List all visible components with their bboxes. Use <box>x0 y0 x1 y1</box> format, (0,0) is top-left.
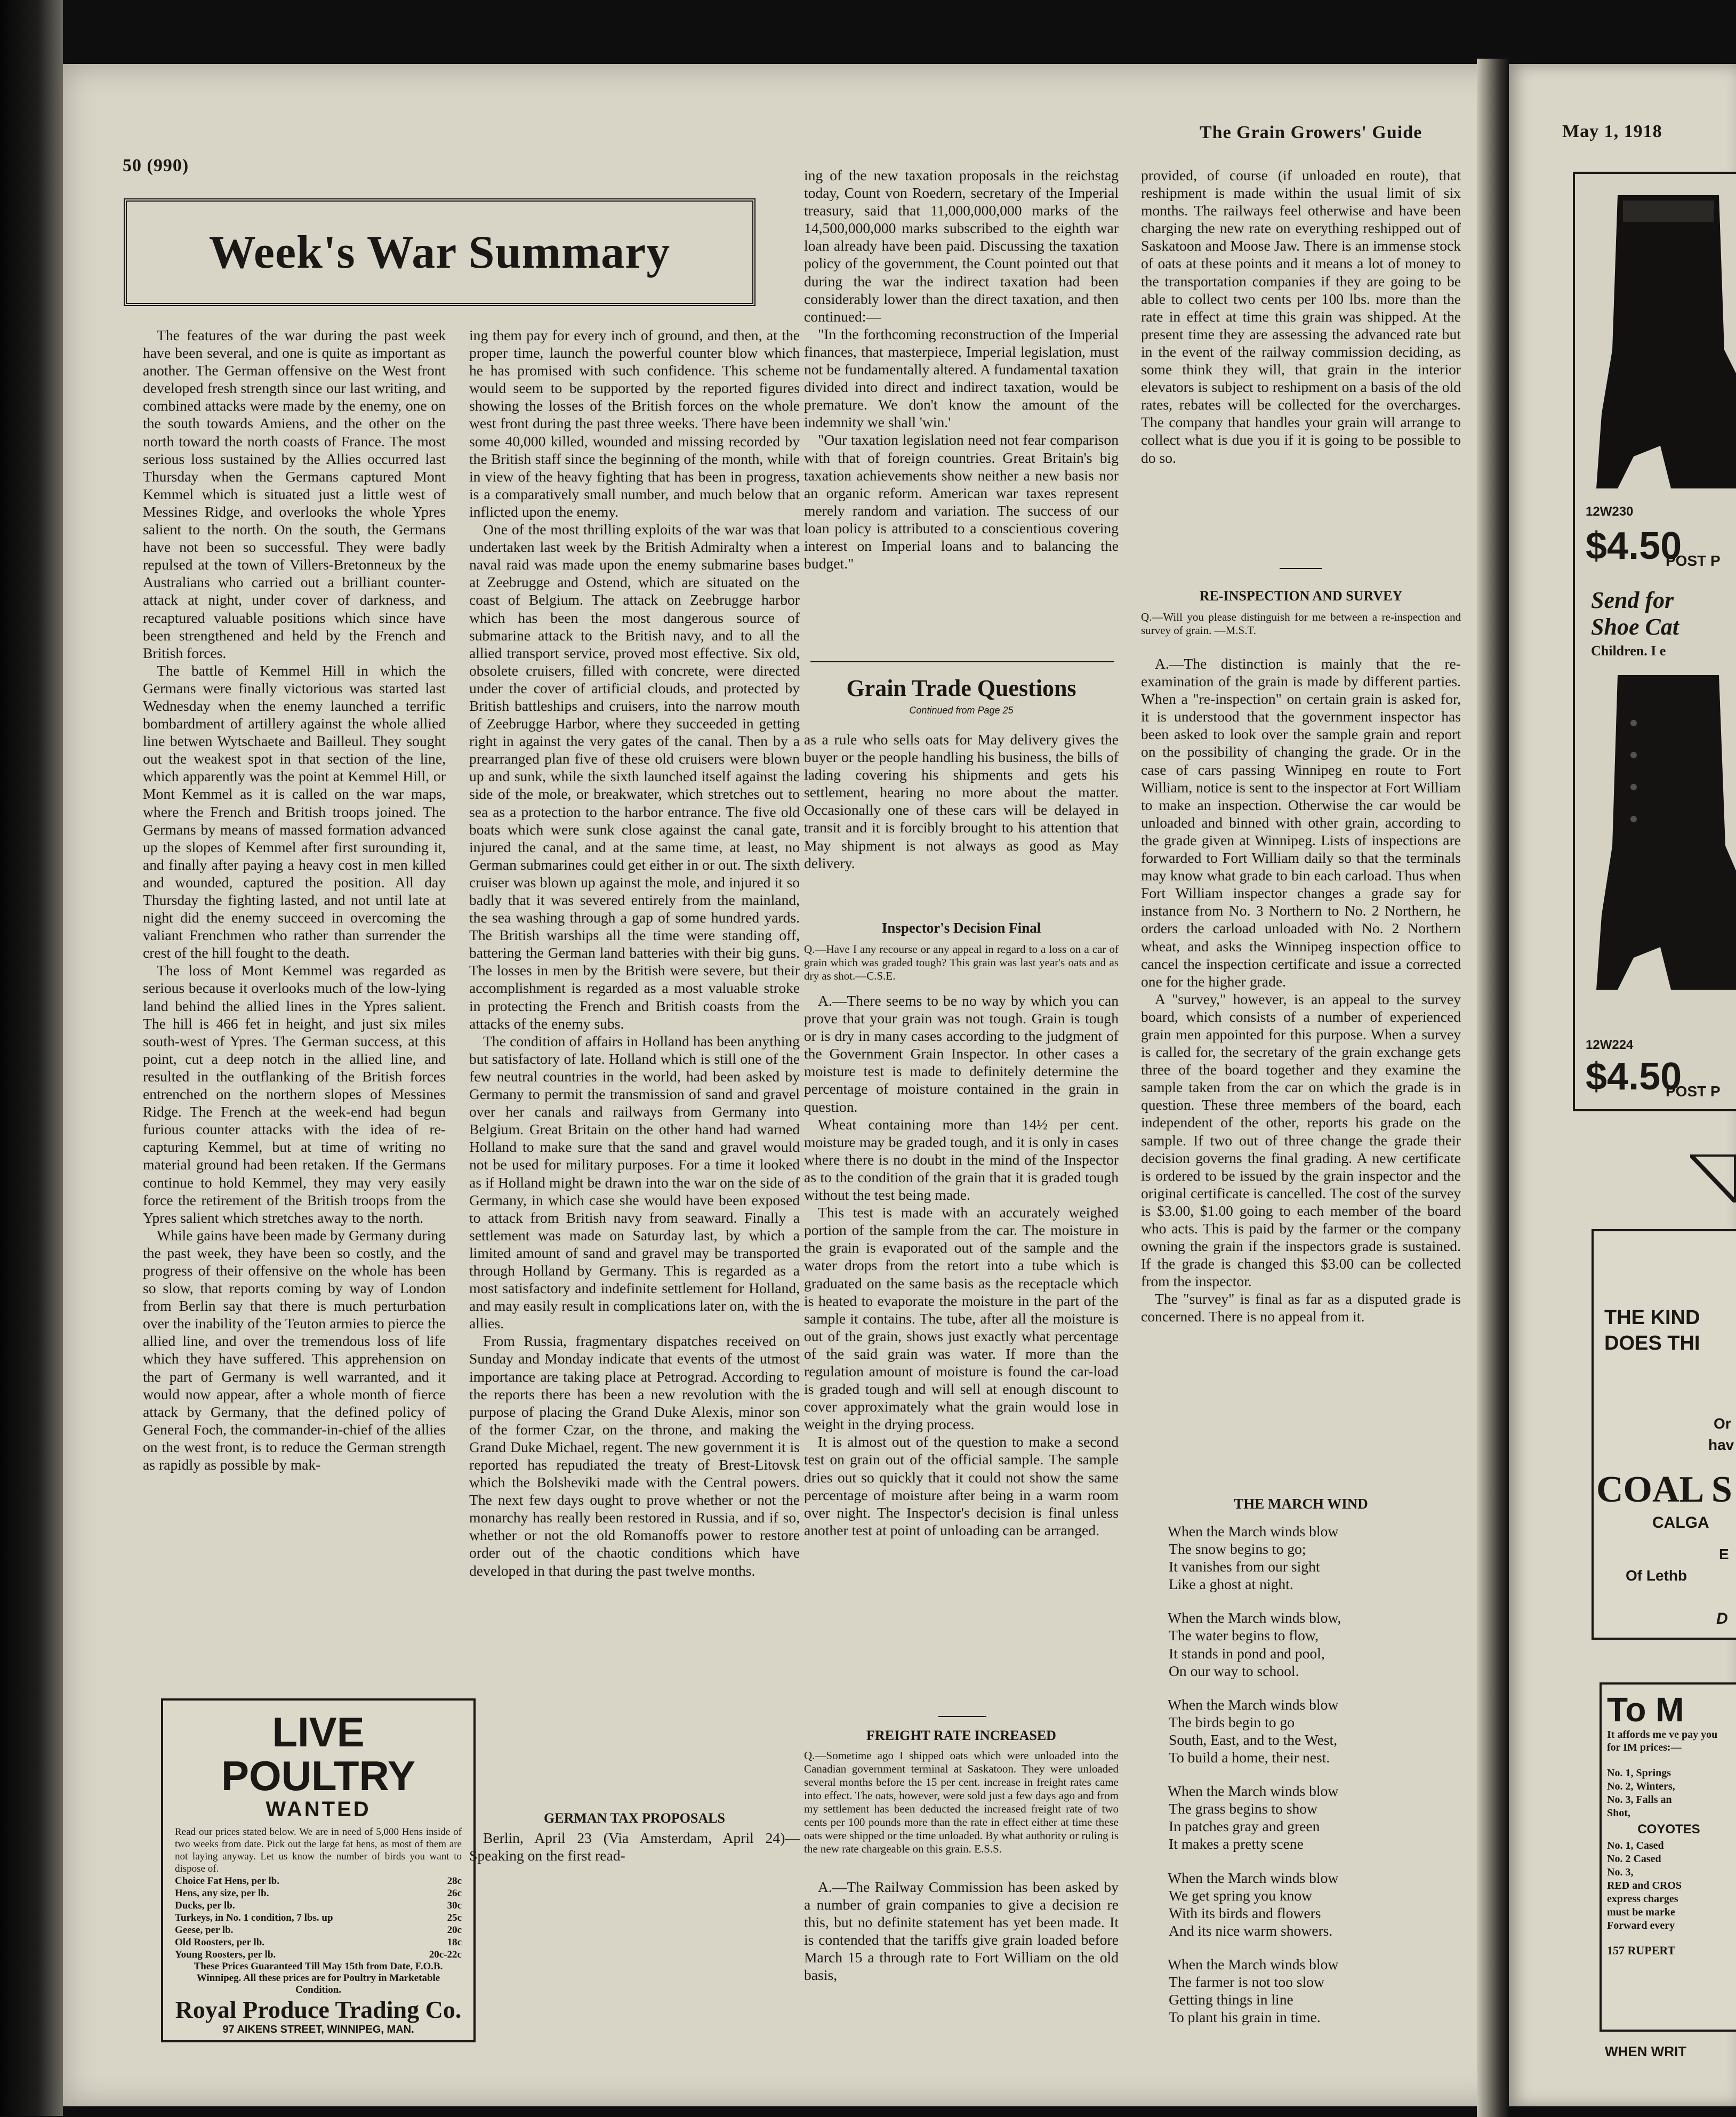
poem-line: The grass begins to show <box>1169 1800 1317 1817</box>
shoe-item1-postpaid: POST P <box>1666 552 1721 569</box>
coal-ad-d: D <box>1716 1610 1728 1627</box>
coal-ad-lethbridge: Of Lethb <box>1626 1567 1687 1584</box>
chevron-down-icon <box>1690 1154 1736 1202</box>
poultry-ad-subtitle: WANTED <box>266 1798 371 1821</box>
poem-line: When the March winds blow, <box>1168 1609 1341 1626</box>
poultry-ad-note: These Prices Guaranteed Till May 15th from Date, F.O.B. Winnipeg. All these prices are for Poultry in Marketable Condition. <box>194 1961 443 1995</box>
fur-price-list <box>1607 1767 1731 1820</box>
reinspection-question: Q.—Will you please distinguish for me between a re-inspection and survey of grain. —M.S.T. <box>1141 611 1461 637</box>
price-value: 28c <box>447 1875 462 1887</box>
price-value: 30c <box>447 1900 462 1911</box>
inspector-question: Q.—Have I any recourse or any appeal in regard to a loss on a car of grain which was graded tough? This grain was last year's oats and as dry as shot.—C.S.E. <box>804 943 1119 982</box>
price-value: 20c <box>447 1924 462 1936</box>
fur-ad-express: express charges <box>1607 1893 1678 1905</box>
fur-ad-heading: To M <box>1607 1690 1684 1729</box>
reinspection-answer <box>1141 655 1461 1479</box>
shoe-item2-price: $4.50 <box>1586 1055 1682 1098</box>
poem-body <box>1168 1522 1445 2056</box>
paragraph: While gains have been made by Germany during the past week, they have been so costly, and the progress of their offensive on the whole has been so slow, that reports coming by way of London from Berlin say that there is much perturbation over the inability of the Teuton armies to pierce the allied line, and over the tremendous loss of life which they have suffered. This apprehension on the part of Germany is well warranted, and it would now appear, after a whole month of fierce attack by Germany, that the defined policy of General Foch, the commander-in-chief of the allies on the west front, is to reduce the German strength as rapidly as possible by mak- <box>143 1226 446 1473</box>
paragraph: One of the most thrilling exploits of the war was that undertaken last week by the British Admiralty when a naval raid was made upon the enemy submarine bases at Zeebrugge and Ostend, which are situated on the coast of Belgium. The attack on Zeebrugge harbor which has been the most dangerous source of submarine attack to the British navy, and to all the allied transport service, proved most effective. Six old, obsolete cruisers, filled with concrete, were directed under the cover of artificial clouds, and protected by British battleships and cruisers, into the narrow mouth of Zeebrugge Harbor, where they succeeded in getting right in against the very gates of the canal. Then by a prearranged plan five of these old cruisers were blown up and sunk, while the sixth launched itself against the side of the mole, or breakwater, which stretches out to sea as a protection to the harbor entrance. The five old boats which were sunk close against the canal gate, injured the canal, and at the same time, at least, no German submarines could get either in or out. The sixth cruiser was blown up against the mole, and injured it so badly that it was severed entirely from the mainland, the sea washing through a gap of some hundred yards. The British warships all the time were standing off, battering the German land batteries with their big guns. The losses in men by the British were severe, but their accomplishment is regarded as a most valuable stroke in protecting the French and British coasts from the attacks of the enemy subs. <box>469 521 800 1032</box>
fur-advertisement <box>1600 1682 1736 2032</box>
poem-stanza <box>1168 1609 1445 1679</box>
fur-ad-intro: It affords me ve pay you for IM prices:— <box>1607 1729 1718 1753</box>
fur-price-row: No. 3, Falls an <box>1607 1794 1672 1806</box>
grain-column-4-top <box>1141 166 1461 550</box>
issue-date: May 1, 1918 <box>1562 122 1662 141</box>
divider <box>1280 568 1322 569</box>
fur-price-row: No. 2 Cased <box>1607 1853 1661 1865</box>
divider <box>810 661 1114 662</box>
fur-price-row: No. 1, Cased <box>1607 1840 1664 1851</box>
poem-line: With its birds and flowers <box>1169 1904 1321 1921</box>
poem-line: To plant his grain in time. <box>1169 2009 1321 2026</box>
paragraph: The features of the war during the past week have been several, and one is quite as important as another. The German offensive on the West front developed fresh strength since our last writing, and combined attacks were made by the enemy, one on the south towards Amiens, and the other on the north toward the north coasts of France. The most serious loss sustained by the Allies occurred last Thursday when the Germans captured Mont Kemmel which is situated just a little west of Messines Ridge, and overlooks the whole Ypres salient to the north. On the south, the Germans have not been so successful. They were badly repulsed at the town of Villers-Bretonneux by the Australians who carried out a brilliant counter-attack at night, under cover of darkness, and recaptured valuable positions which since have been strengthened and held by the French and British forces. <box>143 327 446 661</box>
poultry-ad-intro: Read our prices stated below. We are in need of 5,000 Hens inside of two weeks from date. Pick out the large fat hens, as most of them are not laying anyway. Let us know the number of birds you want to dispose of. <box>175 1826 462 1874</box>
coal-ad-line2: DOES THI <box>1604 1332 1700 1354</box>
poem-line: The water begins to flow, <box>1169 1627 1319 1644</box>
coal-ad-hav: hav <box>1708 1437 1734 1453</box>
coal-ad-e: E <box>1719 1546 1729 1562</box>
price-row <box>175 1887 462 1899</box>
paragraph: "In the forthcoming reconstruction of the Imperial finances, that masterpiece, Imperial legislation, must not be fundamentally altered. A fundamental taxation divided into direct and indirect taxation, would be premature. We don't know the amount of the indemnity we shall 'win.' <box>804 325 1119 431</box>
book-gutter <box>1477 59 1509 2117</box>
poultry-ad-title: LIVE POULTRY <box>221 1709 415 1799</box>
publication-name: The Grain Growers' Guide <box>1200 123 1422 142</box>
paragraph: A "survey," however, is an appeal to the survey board, which consists of a number of experienced grain men appointed for this purpose. When a survey is called for, the secretary of the grain exchange gets three of the board together and they examine the sample taken from the car on which the grade is in question. These three members of the board, each independent of the other, reports his grade on the sample. If two out of three change the grade their decision governs the final grading. A new certificate is ordered to be issued by the grain inspector and the original certificate is cancelled. The cost of the survey is $3.00, $1.00 going to each member of the board who acts. This is paid by the farmer or the company owning the grain if the inspectors grade is sustained. If the grade is changed this $3.00 can be collected from the inspector. <box>1141 990 1461 1290</box>
price-row <box>175 1924 462 1936</box>
shoe-children: Children. I e <box>1591 643 1666 659</box>
paragraph: A.—The Railway Commission has been asked by a number of grain companies to give a decision re this, but no definite statement has yet been made. It is contended that the tariffs give grain loaded before March 15 a through rate to Fort William on the old basis, <box>804 1879 1119 1984</box>
fur-ad-red: RED and CROS <box>1607 1880 1682 1891</box>
fur-price-row: Shot, <box>1607 1807 1630 1819</box>
price-item: Geese, per lb. <box>175 1924 234 1936</box>
german-tax-heading: GERMAN TAX PROPOSALS <box>544 1810 725 1826</box>
price-value: 25c <box>447 1912 462 1923</box>
poem-line: The farmer is not too slow <box>1169 1973 1324 1990</box>
paragraph: The "survey" is final as far as a disputed grade is concerned. There is no appeal from it. <box>1141 1290 1461 1325</box>
paragraph: From Russia, fragmentary dispatches received on Sunday and Monday indicate that events of the utmost importance are taking place at Petrograd. According to the reports there has been a new revolution with the purpose of placing the Grand Duke Alexis, minor son of the former Czar, on the throne, and making the Grand Duke Michael, regent. The new government it is reported has repudiated the treaty of Brest-Litovsk which the Bolsheviki made with the Central powers. The next few days ought to prove whether or not the monarchy has really been restored in Russia, and if so, whether or not the old Romanoffs power to restore order out of the chaotic conditions which have developed in that during the past twelve months. <box>469 1333 800 1579</box>
paragraph: A.—There seems to be no way by which you can prove that your grain was not tough. Grain is tough or is dry in many cases according to the judgment of the Government Grain Inspector. In other cases a moisture test is made to definitely determine the percentage of moisture contained in the grain in question. <box>804 992 1119 1115</box>
shoe-send-for: Send for <box>1591 587 1674 613</box>
fur-price-row: No. 1, Springs <box>1607 1767 1671 1779</box>
poem-line: When the March winds blow <box>1168 1955 1339 1972</box>
page-number: 50 (990) <box>123 156 189 175</box>
paragraph: This test is made with an accurately weighed portion of the sample from the car. The moisture in the grain is evaporated out of the sample and the water drops from the retort into a tube which is graduated on the same basis as the receptacle which is heated to evaporate the moisture in the part of the sample it contains. The tube, after all the moisture is out of the grain, shows just exactly what percentage of the said grain was water. If more than the regulation amount of moisture is found the car-load is graded tough and will sell at enough discount to cover approximately what the grain would lose in weight in the drying process. <box>804 1204 1119 1433</box>
poem-line: The snow begins to go; <box>1169 1541 1306 1558</box>
poultry-company: Royal Produce Trading Co. <box>175 1996 462 2023</box>
poem-line: To build a home, their nest. <box>1169 1749 1330 1766</box>
paragraph: "Our taxation legislation need not fear comparison with that of foreign countries. Great Britain's big taxation achievements show neither a new basis nor an organic reform. American war taxes represent merely random and variation. The success of our loan policy is attributed to a conscientious covering interest on Imperial loans and to balancing the budget." <box>804 431 1119 572</box>
price-item: Hens, any size, per lb. <box>175 1888 269 1899</box>
grain-trade-heading: Grain Trade Questions <box>846 675 1076 701</box>
poem-stanza <box>1168 1522 1445 1593</box>
shoe-item1-code: 12W230 <box>1586 504 1634 519</box>
price-row <box>175 1875 462 1887</box>
paragraph: provided, of course (if unloaded en route), that reshipment is made within the usual limit of six months. The railways feel otherwise and have been charging the new rate on everything reshipped out of Saskatoon and Moose Jaw. There is an immense stock of oats at these points and it means a lot of money to the transportation companies if they are going to be able to collect two cents per 100 lbs. more than the rate in effect at time this grain was shipped. At the present time they are assessing the advanced rate but in the event of the railway commission deciding, as some think they will, that grain in the interior elevators is subject to reshipment on a basis of the old rates, rebates will be collected for the overcharges. The company that handles your grain will arrange to collect what is due you if it is going to be possible to do so. <box>1141 167 1461 466</box>
poem-stanza <box>1168 1869 1445 1939</box>
paragraph: as a rule who sells oats for May delivery gives the buyer or the people handling his business, the bills of lading covering his shipments and gets his settlement, hearing no more about the matter. Occasionally one of these cars will be delayed in transit and it is forcibly brought to his attention that May shipment is not always as good as May delivery. <box>804 731 1119 871</box>
paragraph: A.—The distinction is mainly that the re-examination of the grain is made by different parties. When a "re-inspection" on certain grain is asked for, it is understood that the government inspector has been asked to look over the sample grain and report on the possibility of changing the grade. Or in the case of cars passing Winnipeg en route to Fort William, notice is sent to the inspector at Fort William to make an inspection. Otherwise the car would be unloaded and binned with other grain, according to the grade given at Winnipeg. Lists of inspections are forwarded to Fort William daily so that the terminals may know what grade to bin each carload. Thus when Fort William inspector changes a grade say for instance from No. 3 Northern to No. 2 Northern, he orders the carload unloaded with No. 2 Northern wheat, and asks the Winnipeg inspection office to cancel the inspection certificate and issue a corrected one for the higher grade. <box>1141 655 1461 990</box>
shoe-item2-code: 12W224 <box>1586 1038 1634 1052</box>
price-row <box>175 1912 462 1924</box>
poem-line: It stands in pond and pool, <box>1169 1645 1325 1662</box>
poem-line: When the March winds blow <box>1168 1783 1339 1800</box>
divider <box>938 1716 986 1717</box>
poem-stanza <box>1168 1696 1445 1766</box>
price-row <box>175 1936 462 1948</box>
poem-line: On our way to school. <box>1169 1662 1299 1679</box>
war-summary-column-2 <box>469 326 800 1803</box>
fur-ad-address: 157 RUPERT <box>1607 1944 1676 1957</box>
poem-stanza <box>1168 1955 1445 2026</box>
poem-line: The birds begin to go <box>1169 1713 1295 1730</box>
war-summary-column-3 <box>804 166 1119 657</box>
inspector-heading: Inspector's Decision Final <box>881 920 1041 936</box>
paragraph: ing them pay for every inch of ground, and then, at the proper time, launch the powerful counter blow which he has promised with such confidence. This scheme would seem to be supported by the reported figures showing the losses of the British forces on the whole west front during the past three weeks. There have been some 40,000 killed, wounded and missing recorded by the British staff since the beginning of the month, while in view of the heavy fighting that has been in progress, is a comparatively small number, and much below that inflicted upon the enemy. <box>469 327 800 520</box>
poultry-price-list <box>175 1875 462 1961</box>
title-box <box>124 198 756 306</box>
fur-price-row: No. 2, Winters, <box>1607 1781 1675 1792</box>
paragraph: It is almost out of the question to make a second test on grain out of the official sample. The sample dries out so quickly that it could not show the same percentage of moisture after being in a warm room over night. The Inspector's decision is final unless another test at point of unloading can be arranged. <box>804 1433 1119 1538</box>
freight-question: Q.—Sometime ago I shipped oats which were unloaded into the Canadian government terminal at Saskatoon. They were unloaded several months before the 15 per cent. increase in freight rates came into effect. The oats, however, were sold just a few days ago and from my settlement has been deducted the increased freight rate of two cents per 100 pounds more than the rate in effect either at time these oats were shipped or the time unloaded. By what authority or ruling is the new rate chargeable on this grain. E.S.S. <box>804 1749 1119 1855</box>
reinspection-heading: RE-INSPECTION AND SURVEY <box>1199 588 1403 604</box>
shoe-item2-postpaid: POST P <box>1666 1083 1721 1100</box>
fur-ad-must: must be marke <box>1607 1906 1675 1918</box>
poem-line: In patches gray and green <box>1169 1818 1320 1835</box>
shoe-item1-price: $4.50 <box>1586 525 1682 567</box>
poem-line: South, East, and to the West, <box>1169 1731 1338 1748</box>
poem-line: And its nice warm showers. <box>1169 1922 1333 1939</box>
poultry-address: 97 AIKENS STREET, WINNIPEG, MAN. <box>222 2024 414 2035</box>
page-edge <box>0 0 63 2116</box>
german-tax-dateline <box>469 1829 800 1866</box>
fur-ad-forward: Forward every <box>1607 1920 1675 1931</box>
paragraph: Berlin, April 23 (Via Amsterdam, April 24)—Speaking on the first read- <box>469 1830 800 1864</box>
poem-stanza <box>1168 1782 1445 1853</box>
price-value: 18c <box>447 1937 462 1948</box>
poem-line: We get spring you know <box>1169 1887 1313 1904</box>
freight-heading: FREIGHT RATE INCREASED <box>866 1728 1056 1743</box>
price-item: Ducks, per lb. <box>175 1900 235 1911</box>
price-value: 20c-22c <box>429 1949 462 1960</box>
poem-line: When the March winds blow <box>1168 1696 1339 1713</box>
boot-icon <box>1586 190 1736 510</box>
page-title: Week's War Summary <box>208 226 671 278</box>
grain-trade-subheading: Continued from Page 25 <box>909 705 1014 716</box>
poem-line: When the March winds blow <box>1168 1869 1339 1886</box>
price-item: Turkeys, in No. 1 condition, 7 lbs. up <box>175 1912 333 1923</box>
poem-line: Getting things in line <box>1169 1991 1293 2008</box>
boot-icon <box>1586 670 1736 1011</box>
coal-ad-or: Or <box>1714 1415 1731 1432</box>
price-row <box>175 1948 462 1961</box>
coal-ad-brand: COAL S <box>1596 1469 1732 1510</box>
coal-advertisement <box>1592 1229 1736 1640</box>
price-row <box>175 1899 462 1912</box>
poem-line: Like a ghost at night. <box>1169 1576 1293 1593</box>
price-item: Choice Fat Hens, per lb. <box>175 1875 279 1887</box>
poem-line: It makes a pretty scene <box>1169 1835 1304 1853</box>
paragraph: The loss of Mont Kemmel was regarded as serious because it overlooks much of the low-lying land behind the allied lines in the Ypres salient. The hill is 466 fet in height, and just six miles south-west of Ypres. The German success, at this point, cut a deep notch in the allied line, and resulted in the outflanking of the British forces entrenched on the northern slopes of Messines Ridge. The French at the week-end had begun furious counter attacks with the idea of re-capturing Kemmel, but at time of writing no material ground had been retaken. If the Germans continue to hold Kemmel, they may very easily force the retirement of the British troops from the Ypres salient which stretches away to the north. <box>143 962 446 1226</box>
poem-line: When the March winds blow <box>1168 1523 1339 1539</box>
poem-line: It vanishes from our sight <box>1169 1558 1320 1575</box>
fur-coyote-list <box>1607 1839 1731 1879</box>
coal-ad-line1: THE KIND <box>1604 1306 1700 1329</box>
war-summary-column-1 <box>143 326 446 1673</box>
paragraph: Wheat containing more than 14½ per cent. moisture may be graded tough, and it is only in cases where there is no doubt in the mind of the Inspector as to the condition of the grain that it is graded tough without the test being made. <box>804 1116 1119 1204</box>
paragraph: The condition of affairs in Holland has been anything but satisfactory of late. Holland which is still one of the few neutral countries in the world, had been asked by Germany to permit the transmission of sand and gravel over her canals and railways from Germany into Belgium. Great Britain on the other hand had warned Holland to make sure that the sand and gravel would not be used for military purposes. For a time it looked as if Holland might be drawn into the war on the side of Germany, in which case she would have been exposed to attack from British navy from seaward. Finally a settlement was made on Saturday last, by which a limited amount of sand and gravel may be transported through Holland by Germany. This is regarded as a most satisfactory and indefinite settlement for Holland, and may easily result in complications later on, with the allies. <box>469 1032 800 1332</box>
paragraph: ing of the new taxation proposals in the reichstag today, Count von Roedern, secretary of the Imperial treasury, said that 11,000,000,000 marks of the 14,500,000,000 marks subscribed to the eighth war loan already have been paid. Discussing the taxation policy of the government, the Count pointed out that during the war the indirect taxation had been considerably lower than the direct taxation, and then continued:— <box>804 167 1119 325</box>
grain-trade-intro <box>804 731 1119 912</box>
price-item: Old Roosters, per lb. <box>175 1937 265 1948</box>
paragraph: The battle of Kemmel Hill in which the Germans were finally victorious was started last Wednesday when the enemy launched a terrific bombardment of artillery against the whole allied line betwen Wytschaete and Bailleul. They sought out the weakest spot in that section of the line, which apparently was the point at Kemmel Hill, or Mont Kemmel as it is called on the war maps, where the French and British troops joined. The Germans by means of massed formation advanced up the slopes of Kemmel after first surounding it, and finally after paying a heavy cost in men killed and wounded, captured the position. All day Thursday the fighting lasted, and not until late at night did the enemy succeed in overcoming the valiant Frenchmen who rather than surrender the crest of the hill fought to the death. <box>143 662 446 961</box>
shoe-catalog: Shoe Cat <box>1591 614 1679 640</box>
price-item: Young Roosters, per lb. <box>175 1949 276 1960</box>
freight-answer <box>804 1878 1119 2033</box>
fur-price-row: No. 3, <box>1607 1866 1634 1878</box>
fur-ad-bottom: WHEN WRIT <box>1605 2043 1687 2059</box>
price-value: 26c <box>447 1888 462 1899</box>
inspector-answer <box>804 992 1119 1701</box>
poultry-advertisement <box>161 1698 476 2042</box>
fur-ad-coyotes: COYOTES <box>1637 1822 1700 1837</box>
poem-title: THE MARCH WIND <box>1234 1496 1368 1512</box>
coal-ad-city: CALGA <box>1652 1514 1709 1531</box>
shoe-advertisement <box>1573 172 1736 1111</box>
